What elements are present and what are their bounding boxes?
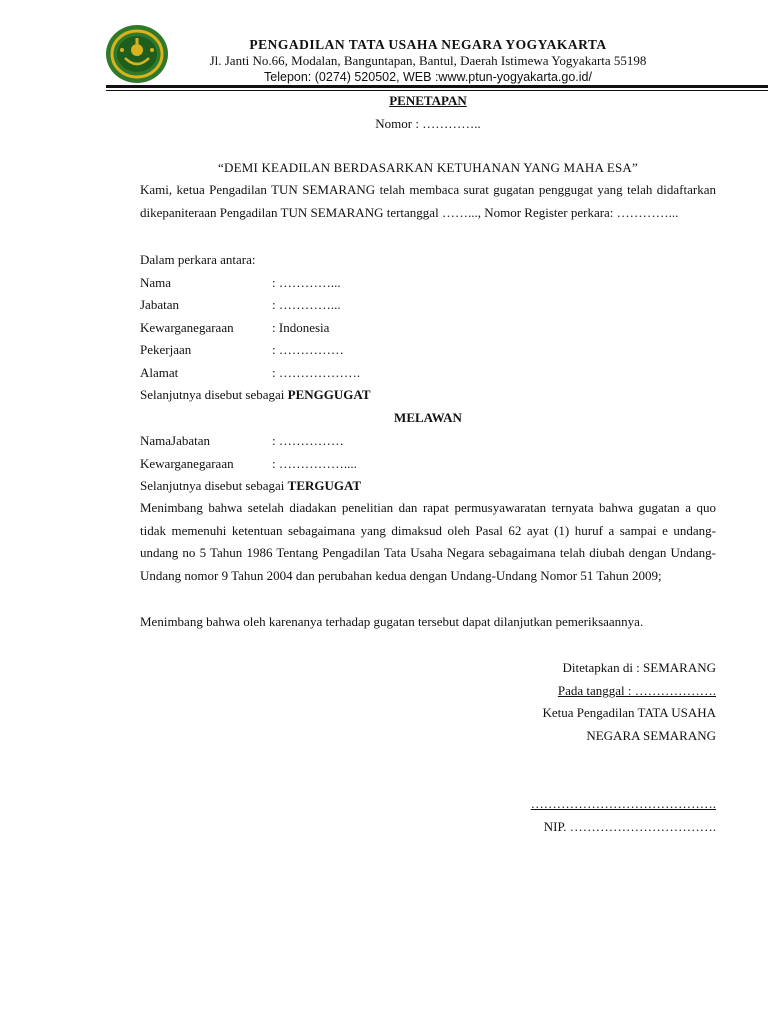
invocation: “DEMI KEADILAN BERDASARKAN KETUHANAN YANG MAHA ESA” [218, 160, 638, 175]
field-value: : …………... [272, 297, 341, 312]
field-value: : …………… [272, 342, 344, 357]
court-contact: Telepon: (0274) 520502, WEB :www.ptun-yogyakarta.go.id/ [264, 70, 592, 84]
signature-title-line2: NEGARA SEMARANG [586, 728, 716, 743]
considering-paragraph-2: Menimbang bahwa oleh karenanya terhadap gugatan tersebut dapat dilanjutkan pemeriksaannya. [140, 614, 644, 629]
court-name: PENGADILAN TATA USAHA NEGARA YOGYAKARTA [249, 37, 607, 52]
designation-prefix: Selanjutnya disebut sebagai [140, 387, 288, 402]
document-title-wrap [140, 93, 716, 109]
field-label: Nama [140, 275, 172, 290]
plaintiff-designation [140, 387, 371, 403]
signature-date: Pada tanggal : ………………. [557, 683, 716, 698]
signature-name-line: ……………………………………. [530, 796, 716, 811]
document-number: Nomor : ………….. [375, 116, 481, 131]
field-label: Kewarganegaraan [140, 320, 234, 335]
parties-heading: Dalam perkara antara: [140, 252, 256, 267]
signature-nip: NIP. ……………………………. [543, 819, 716, 834]
field-label: Alamat [140, 365, 179, 380]
court-emblem-logo [105, 24, 169, 84]
field-label: Kewarganegaraan [140, 456, 234, 471]
field-value: : …………….... [272, 456, 357, 471]
considering-paragraph-1: Menimbang bahwa setelah diadakan penelitian dan rapat permusyawaratan ternyata bahwa gugatan a quo tidak memenuhi ketentuan sebagaimana yang dimaksud oleh Pasal 62 ayat (1) huruf a sampai e undang-undang no 5 Tahun 1986 Tentang Pengadilan Tata Usaha Negara sebagaimana telah diubah dengan Undang-Undang nomor 9 Tahun 2004 dan perubahan kedua dengan Undang-Undang Nomor 51 Tahun 2009; [140, 500, 716, 583]
letterhead-rule-thin [106, 90, 768, 91]
versus-heading: MELAWAN [394, 410, 462, 425]
field-value: : Indonesia [272, 320, 330, 335]
field-value: : …………… [272, 433, 344, 448]
letterhead [170, 37, 686, 85]
field-label: Jabatan [140, 297, 179, 312]
defendant-label: TERGUGAT [287, 478, 362, 493]
defendant-designation [140, 478, 361, 494]
letterhead-rule-thick [106, 85, 768, 88]
document-title: PENETAPAN [389, 93, 467, 108]
signature-title-line1: Ketua Pengadilan TATA USAHA [542, 705, 716, 720]
plaintiff-label: PENGGUGAT [287, 387, 371, 402]
signature-place: Ditetapkan di : SEMARANG [562, 660, 716, 675]
field-value: : …………... [272, 275, 341, 290]
court-address: Jl. Janti No.66, Modalan, Banguntapan, Bantul, Daerah Istimewa Yogyakarta 55198 [209, 53, 647, 68]
field-label: NamaJabatan [140, 433, 211, 448]
intro-paragraph: Kami, ketua Pengadilan TUN SEMARANG telah membaca surat gugatan penggugat yang telah didaftarkan dikepaniteraan Pengadilan TUN SEMARANG tertanggal ……..., Nomor Register perkara: …………... [140, 182, 716, 220]
field-label: Pekerjaan [140, 342, 192, 357]
designation-prefix: Selanjutnya disebut sebagai [140, 478, 288, 493]
field-value: : ………………. [272, 365, 361, 380]
